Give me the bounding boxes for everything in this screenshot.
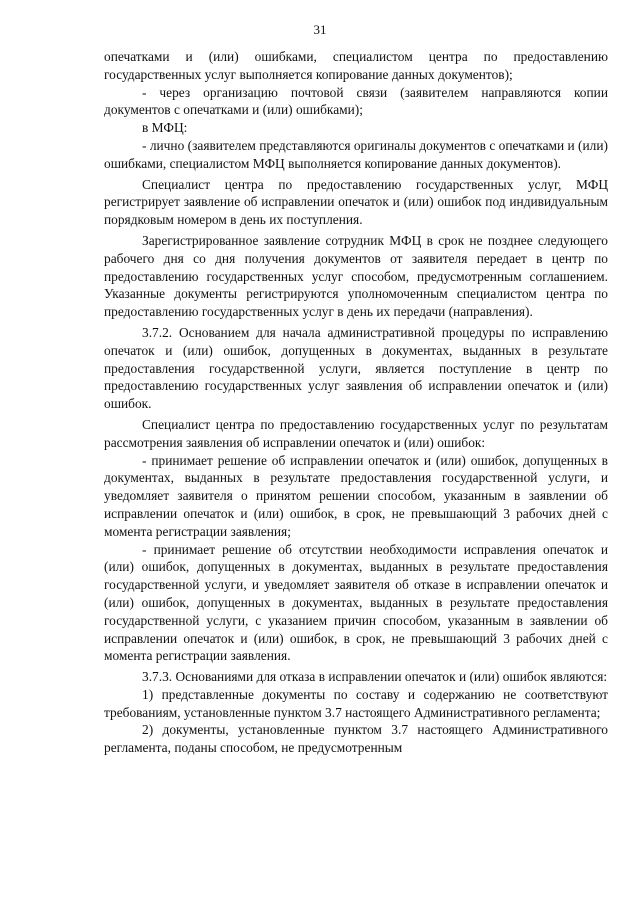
paragraph: 2) документы, установленные пунктом 3.7 настоящего Административного регламента, поданы способом, не предусмотренным	[104, 722, 608, 756]
paragraph: в МФЦ:	[142, 120, 188, 136]
paragraph: опечатками и (или) ошибками, специалистом центра по предоставлению государственных услуг выполняется копирование данных документов);	[104, 49, 608, 82]
paragraph: 1) представленные документы по составу и содержанию не соответствуют требованиям, установленные пунктом 3.7 настоящего Административного регламента;	[104, 686, 608, 720]
paragraph: Специалист центра по предоставлению государственных услуг, МФЦ регистрирует заявление об исправлении опечаток и (или) ошибок под индивидуальным порядковым номером в день их поступления.	[104, 176, 608, 228]
document-body	[104, 48, 608, 757]
paragraph: - принимает решение об отсутствии необходимости исправления опечаток и (или) ошибок, допущенных в документах, выданных в результате предоставления государственной услуги, и уведомляет заявителя об отказе в исправлении опечаток и (или) ошибок, допущенных в документах, выданных в результате предоставления государственной услуги, с указанием причин способом, указанным в заявлении об исправлении опечаток и (или) ошибок, в срок, не превышающий 3 рабочих дней с момента регистрации заявления.	[104, 541, 608, 664]
paragraph: - принимает решение об исправлении опечаток и (или) ошибок, допущенных в документах, выданных в результате предоставления государственной услуги, и уведомляет заявителя о принятом решении способом, указанным в заявлении об исправлении опечаток и (или) ошибок, в срок, не превышающий 3 рабочих дней с момента регистрации заявления;	[104, 452, 608, 539]
paragraph: - лично (заявителем представляются оригиналы документов с опечатками и (или) ошибками, специалистом МФЦ выполняется копирование данных документов).	[104, 137, 608, 171]
paragraph: 3.7.3. Основаниями для отказа в исправлении опечаток и (или) ошибок являются:	[142, 669, 608, 685]
page-number: 31	[313, 22, 327, 37]
paragraph: Зарегистрированное заявление сотрудник МФЦ в срок не позднее следующего рабочего дня со дня получения документов от заявителя передает в центр по предоставлению государственных услуг способом, предусмотренным соглашением. Указанные документы регистрируются уполномоченным специалистом центра по предоставлению государственных услуг в день их передачи (направления).	[104, 232, 608, 320]
paragraph: - через организацию почтовой связи (заявителем направляются копии документов с опечатками и (или) ошибками);	[104, 84, 608, 118]
paragraph: 3.7.2. Основанием для начала административной процедуры по исправлению опечаток и (или) ошибок, допущенных в документах, выданных в результате предоставления государственной услуги, является поступление в центр по предоставлению государственных услуг заявления об исправлении опечаток и (или) ошибок.	[104, 324, 608, 412]
paragraph: Специалист центра по предоставлению государственных услуг по результатам рассмотрения заявления об исправлении опечаток и (или) ошибок:	[104, 416, 608, 450]
